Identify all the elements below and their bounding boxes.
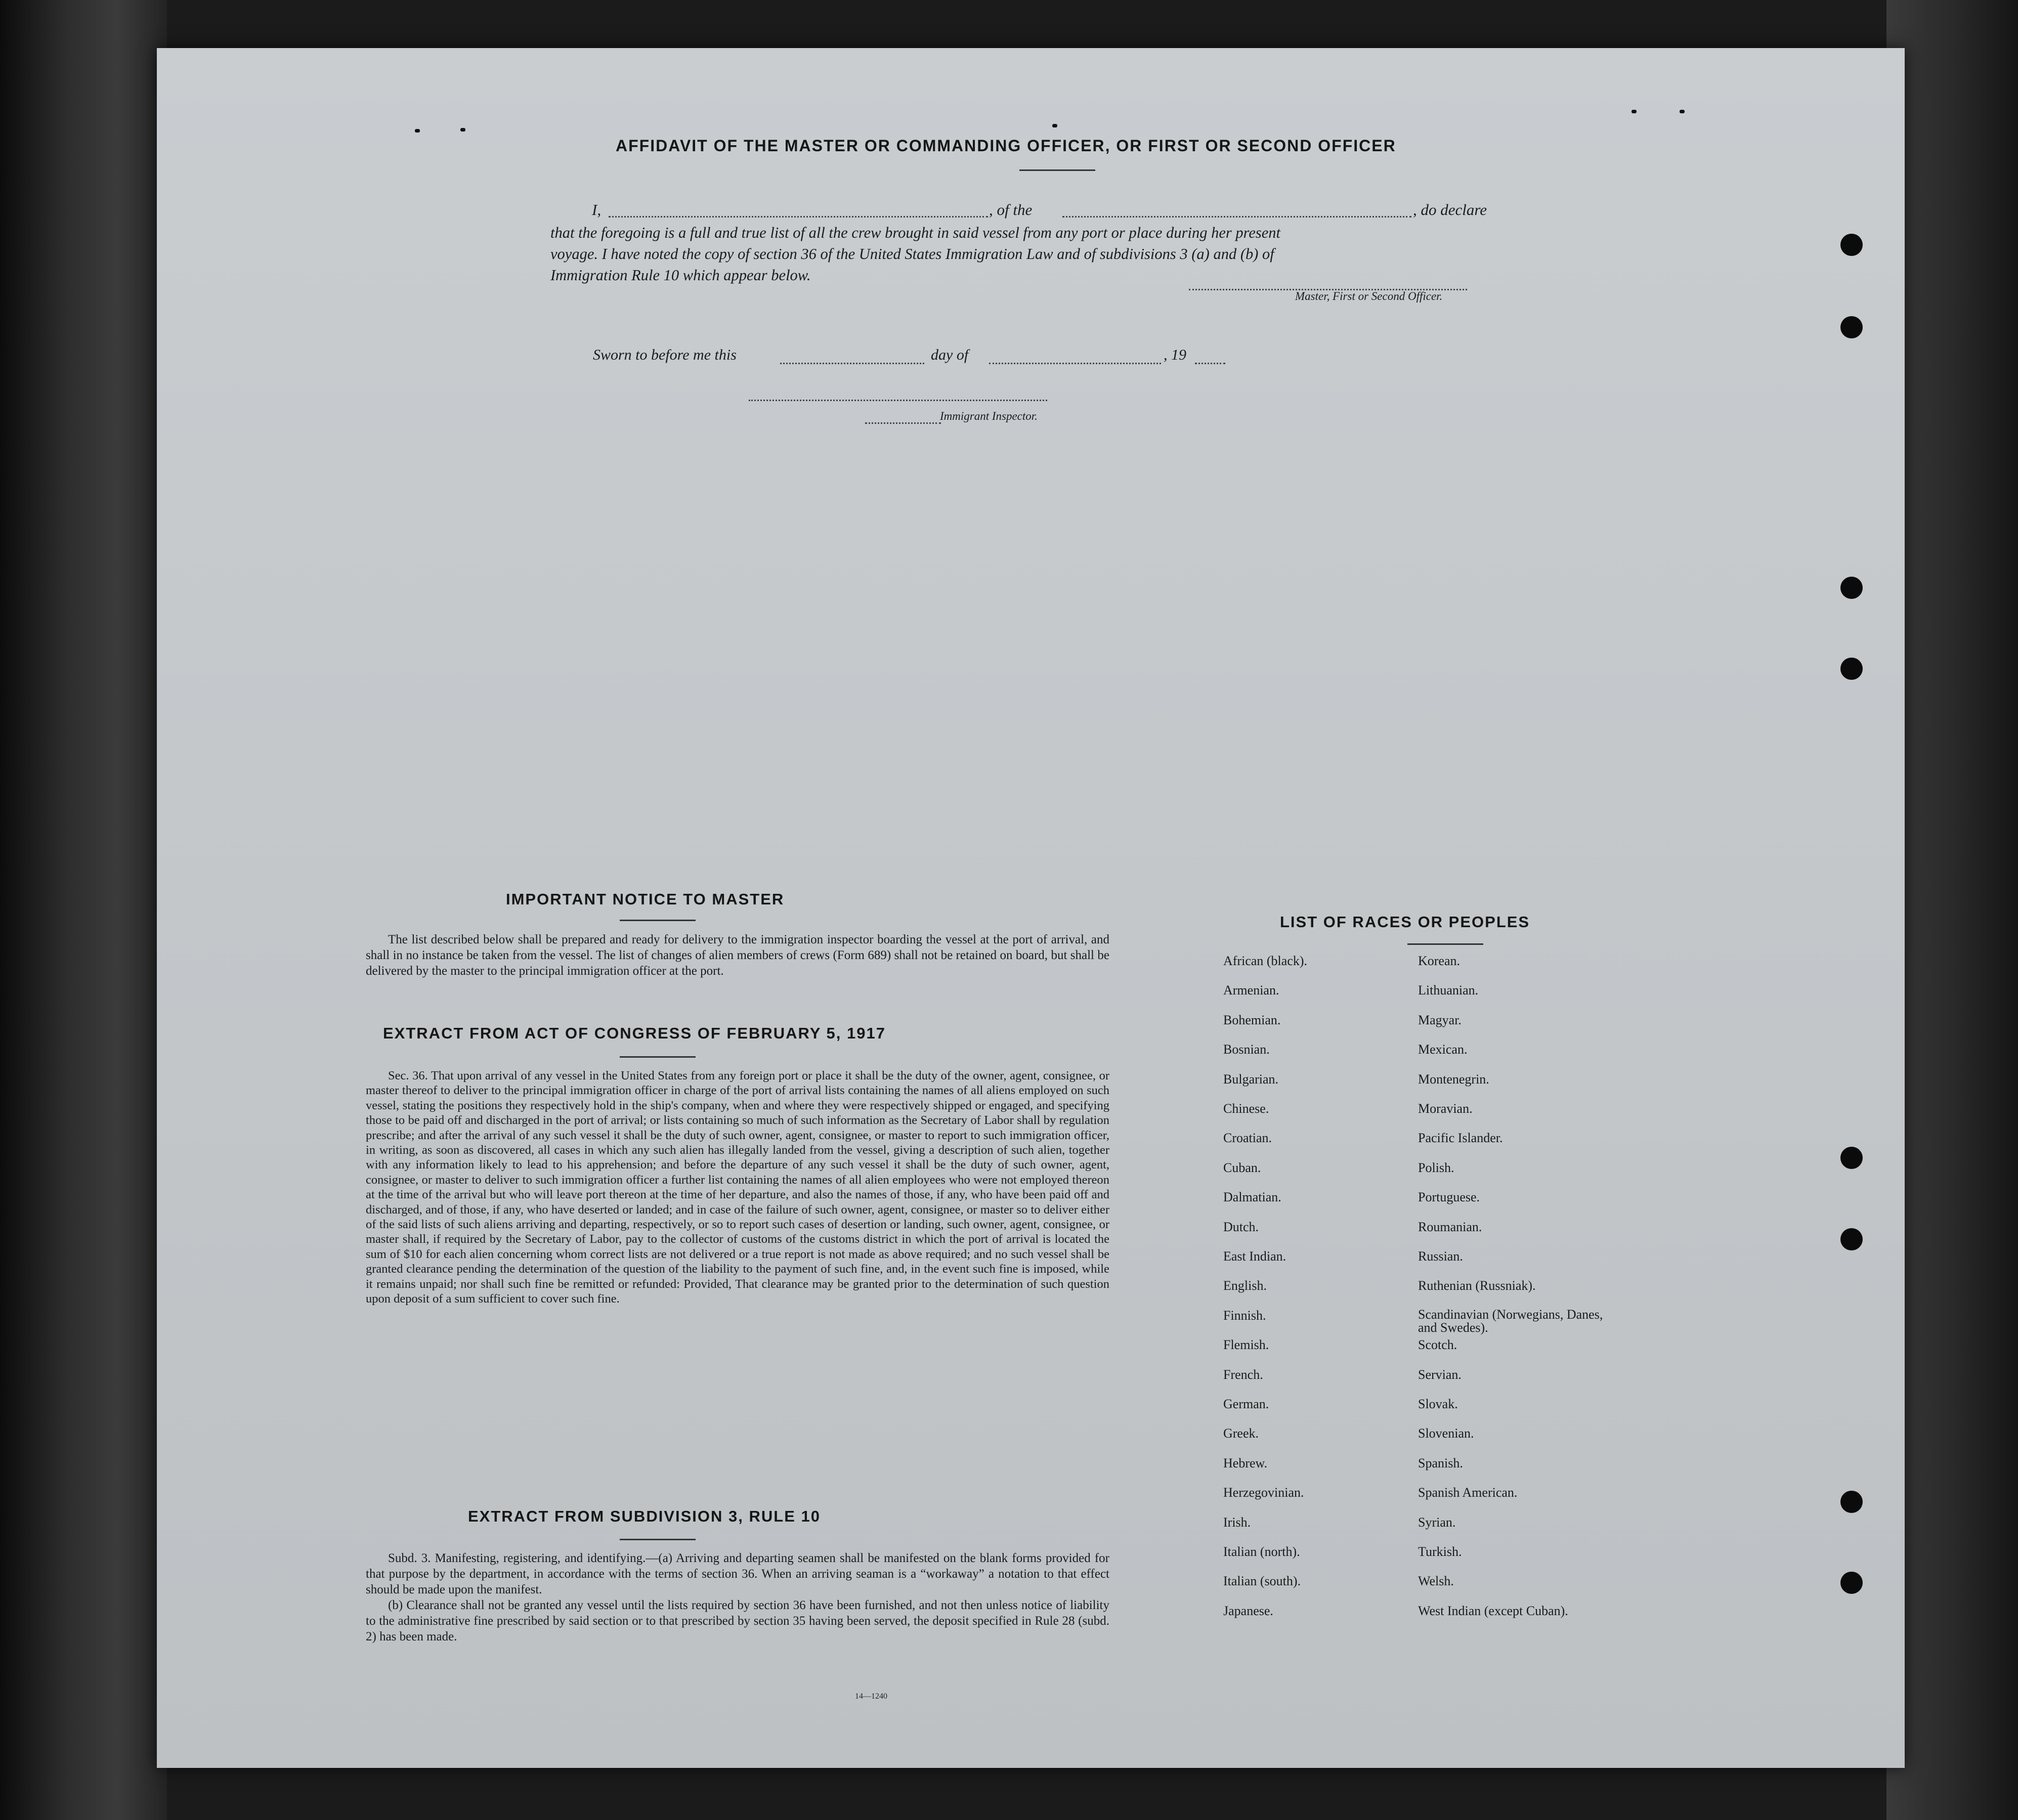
- binder-hole: [1840, 1491, 1863, 1513]
- race-item: Montenegrin.: [1418, 1071, 1489, 1087]
- extract-rule-rule: [620, 1539, 696, 1540]
- extract-act-text: [366, 1068, 1109, 1307]
- binder-hole: [1840, 1228, 1863, 1250]
- race-item: English.: [1223, 1278, 1267, 1293]
- race-item: Portuguese.: [1418, 1190, 1480, 1205]
- race-item: Bulgarian.: [1223, 1071, 1279, 1087]
- affidavit-title: AFFIDAVIT OF THE MASTER OR COMMANDING OFFICER, OR FIRST OR SECOND OFFICER: [616, 137, 1396, 155]
- affidavit-line-2: voyage. I have noted the copy of section 36 of the United States Immigration Law and of subdivisions 3 (a) and (b) of: [550, 245, 1274, 263]
- title-rule: [1019, 169, 1095, 171]
- race-item: Hebrew.: [1223, 1455, 1268, 1470]
- affidavit-line-3: Immigration Rule 10 which appear below.: [550, 267, 811, 284]
- day-of-label: day of: [931, 346, 969, 363]
- race-item: Irish.: [1223, 1514, 1251, 1530]
- binder-hole: [1840, 234, 1863, 256]
- master-signature-caption: Master, First or Second Officer.: [1295, 290, 1443, 302]
- race-item: Magyar.: [1418, 1012, 1462, 1027]
- year-label: , 19: [1164, 346, 1186, 363]
- races-rule: [1407, 943, 1483, 945]
- race-item: Korean.: [1418, 954, 1461, 968]
- binder-hole: [1840, 1572, 1863, 1594]
- race-item: Cuban.: [1223, 1160, 1261, 1175]
- ink-speck: [1631, 110, 1637, 113]
- races-title: LIST OF RACES OR PEOPLES: [1280, 913, 1530, 931]
- notice-text: [366, 932, 1109, 979]
- race-item: Servian.: [1418, 1367, 1462, 1382]
- race-item: Croatian.: [1223, 1131, 1272, 1146]
- binder-hole: [1840, 316, 1863, 338]
- section-36-paragraph: Sec. 36. That upon arrival of any vessel in the United States from any foreign port or place it shall be the duty of the owner, agent, consignee, or master thereof to deliver to the principal immigration officer in charge of the port of arrival lists containing the names of all aliens employed on such vessel, stating the positions they respectively hold in the ship's company, when and where they were respectively shipped or engaged, and specifying those to be paid off and discharged in the port of arrival; or lists containing so much of such information as the Secretary of Labor shall by regulation prescribe; and after the arrival of any such vessel it shall be the duty of such owner, agent, consignee, or master to report to such immigration officer, in writing, as soon as discovered, all cases in which any such alien has illegally landed from the vessel, giving a description of such alien, together with any information likely to lead to his apprehension; and before the departure of any such vessel it shall be the duty of such owner, agent, consignee, or master to deliver to such immigration officer a further list containing the names of all alien employees who were not employed thereon at the time of the arrival but who will leave port thereon at the time of her departure, and also the names of those, if any, who have been paid off and discharged, and of those, if any, who have deserted or landed; and in case of the failure of such owner, agent, consignee, or master so to deliver either of the said lists of such aliens arriving and departing, respectively, or so to report such cases of desertion or landing, such owner, agent, consignee, or master shall, if required by the Secretary of Labor, pay to the collector of customs of the customs district in which the port of arrival is located the sum of $10 for each alien concerning whom correct lists are not delivered or a true report is not made as above required; and no such vessel shall be granted clearance pending the determination of the question of the liability to the payment of such fine, and, in the event such fine is imposed, while it remains unpaid; nor shall such fine be remitted or refunded: Provided, That clearance may be granted prior to the determination of such question upon deposit of a sum sufficient to cover such fine.: [366, 1069, 1109, 1306]
- race-item: Spanish American.: [1418, 1485, 1518, 1500]
- race-item: French.: [1223, 1367, 1263, 1382]
- ink-speck: [415, 129, 420, 133]
- ink-speck: [1052, 124, 1057, 127]
- race-item: Italian (north).: [1223, 1544, 1300, 1559]
- race-item: Flemish.: [1223, 1337, 1269, 1353]
- inspector-caption: Immigrant Inspector.: [940, 410, 1038, 422]
- sworn-year-field[interactable]: [1195, 363, 1225, 364]
- do-declare-label: , do declare: [1413, 201, 1487, 219]
- race-item: Bohemian.: [1223, 1012, 1281, 1027]
- document-page: [157, 48, 1905, 1768]
- race-item: Dalmatian.: [1223, 1190, 1281, 1205]
- notice-paragraph: The list described below shall be prepared and ready for delivery to the immigration inspector boarding the vessel at the port of arrival, and shall in no instance be taken from the vessel. The list of changes of alien members of crews (Form 689) shall not be retained on board, but shall be delivered by the master to the principal immigration officer at the port.: [366, 933, 1109, 978]
- sworn-day-field[interactable]: [780, 363, 924, 364]
- race-item: Turkish.: [1418, 1544, 1462, 1559]
- race-item: African (black).: [1223, 954, 1308, 968]
- subdivision-b-paragraph: (b) Clearance shall not be granted any vessel until the lists required by section 36 have been furnished, and not then unless notice of liability to the administrative fine prescribed by said section or to that prescribed by section 35 having been served, the deposit specified in Rule 28 (subd. 2) has been made.: [366, 1598, 1109, 1643]
- scan-border-left: [0, 0, 167, 1820]
- extract-rule-text: [366, 1550, 1109, 1644]
- declarant-name-field[interactable]: [609, 216, 988, 218]
- form-number: 14—1240: [855, 1692, 887, 1701]
- scan-border-right: [1886, 0, 2018, 1820]
- extract-act-title: EXTRACT FROM ACT OF CONGRESS OF FEBRUARY 5, 1917: [383, 1024, 886, 1042]
- race-item: Welsh.: [1418, 1574, 1454, 1589]
- vessel-name-field[interactable]: [1062, 216, 1411, 218]
- race-item: Chinese.: [1223, 1101, 1269, 1116]
- race-item: East Indian.: [1223, 1249, 1286, 1264]
- race-item: Russian.: [1418, 1249, 1463, 1264]
- ink-speck: [1680, 110, 1685, 113]
- notice-title: IMPORTANT NOTICE TO MASTER: [506, 890, 785, 908]
- race-item: Polish.: [1418, 1160, 1454, 1175]
- race-item: Moravian.: [1418, 1101, 1473, 1116]
- race-item: Slovak.: [1418, 1397, 1458, 1411]
- races-column-1: [1223, 954, 1395, 1687]
- race-item: Finnish.: [1223, 1308, 1266, 1323]
- sworn-label: Sworn to before me this: [593, 346, 737, 363]
- extract-rule-title: EXTRACT FROM SUBDIVISION 3, RULE 10: [468, 1507, 821, 1525]
- race-item: Mexican.: [1418, 1042, 1468, 1057]
- extract-act-rule: [620, 1056, 696, 1058]
- race-item: West Indian (except Cuban).: [1418, 1603, 1568, 1618]
- race-item: Scandinavian (Norwegians, Danes, and Swedes).: [1418, 1307, 1603, 1335]
- race-item: German.: [1223, 1397, 1269, 1411]
- race-item: Spanish.: [1418, 1455, 1463, 1470]
- race-item: Japanese.: [1223, 1603, 1273, 1618]
- inspector-signature-field-2[interactable]: [865, 422, 941, 424]
- binder-hole: [1840, 577, 1863, 599]
- binder-hole: [1840, 658, 1863, 680]
- race-item: Ruthenian (Russniak).: [1418, 1278, 1536, 1293]
- race-item: Armenian.: [1223, 983, 1279, 998]
- declarant-prefix: I,: [592, 201, 602, 219]
- race-item: Bosnian.: [1223, 1042, 1270, 1057]
- race-item: Syrian.: [1418, 1514, 1456, 1530]
- affidavit-line-1: that the foregoing is a full and true list of all the crew brought in said vessel from any port or place during her present: [550, 224, 1281, 241]
- notice-rule: [620, 920, 696, 921]
- binder-hole: [1840, 1147, 1863, 1169]
- race-item: Herzegovinian.: [1223, 1485, 1304, 1500]
- race-item: Roumanian.: [1418, 1219, 1482, 1234]
- race-item: Scotch.: [1418, 1337, 1457, 1353]
- race-item: Pacific Islander.: [1418, 1131, 1503, 1146]
- race-item: Italian (south).: [1223, 1574, 1301, 1589]
- inspector-signature-field[interactable]: [749, 400, 1047, 401]
- races-column-2: [1418, 954, 1641, 1687]
- race-item: Dutch.: [1223, 1219, 1259, 1234]
- race-item: Greek.: [1223, 1426, 1259, 1441]
- ink-speck: [460, 128, 465, 132]
- of-the-label: , of the: [989, 201, 1033, 219]
- subdivision-a-paragraph: Subd. 3. Manifesting, registering, and identifying.—(a) Arriving and departing seamen shall be manifested on the blank forms provided for that purpose by the department, in accordance with the terms of section 36. When an arriving seaman is a “workaway” a notation to that effect should be made upon the manifest.: [366, 1551, 1109, 1596]
- sworn-month-field[interactable]: [989, 363, 1161, 364]
- race-item: Lithuanian.: [1418, 983, 1479, 998]
- race-item: Slovenian.: [1418, 1426, 1474, 1441]
